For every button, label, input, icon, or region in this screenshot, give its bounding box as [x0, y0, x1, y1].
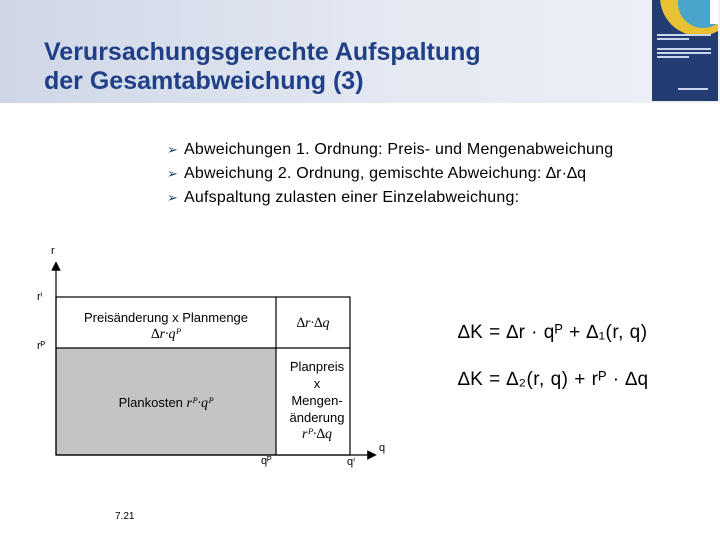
formula-second-order: ∆K = ∆₂(r, q) + rᴾ · ∆q [458, 369, 649, 390]
mixed-deviation-label: ∆r·∆q [296, 316, 330, 331]
arrowhead-bullet-icon: ➢ [167, 166, 179, 181]
tick-r-actual: rⁱ [37, 291, 43, 303]
x-axis-label: q [379, 442, 386, 454]
bullet-item: ➢ Abweichungen 1. Ordnung: Preis- und Mengenabweichung [167, 138, 613, 162]
tick-r-plan: rᴾ [37, 340, 46, 352]
bullet-item: ➢ Aufspaltung zulasten einer Einzelabweichung: [167, 186, 613, 210]
title-line-2: der Gesamtabweichung (3) [44, 67, 364, 95]
tick-q-plan: qᴾ [261, 455, 272, 467]
plan-cost-label: Plankosten rᴾ·qᴾ [118, 395, 214, 411]
arrowhead-bullet-icon: ➢ [167, 190, 179, 205]
mixed-deviation-math: ∆r·∆q [546, 165, 587, 182]
title-line-1: Verursachungsgerechte Aufspaltung [44, 38, 481, 66]
bullet-item: ➢ Abweichung 2. Ordnung, gemischte Abweichung: ∆r·∆q [167, 162, 613, 186]
arrowhead-bullet-icon: ➢ [167, 142, 179, 157]
tick-q-actual: qⁱ [347, 456, 356, 468]
price-change-label: Preisänderung x Planmenge ∆r·qᴾ [83, 310, 249, 342]
page-number: 7.21 [115, 511, 135, 522]
plan-price-quantity-label: Planpreis x Mengen- änderung rᴾ·∆q [289, 359, 345, 442]
formula-first-order: ∆K = ∆r · qᴾ + ∆₁(r, q) [458, 322, 648, 343]
y-axis-label: r [51, 245, 55, 257]
